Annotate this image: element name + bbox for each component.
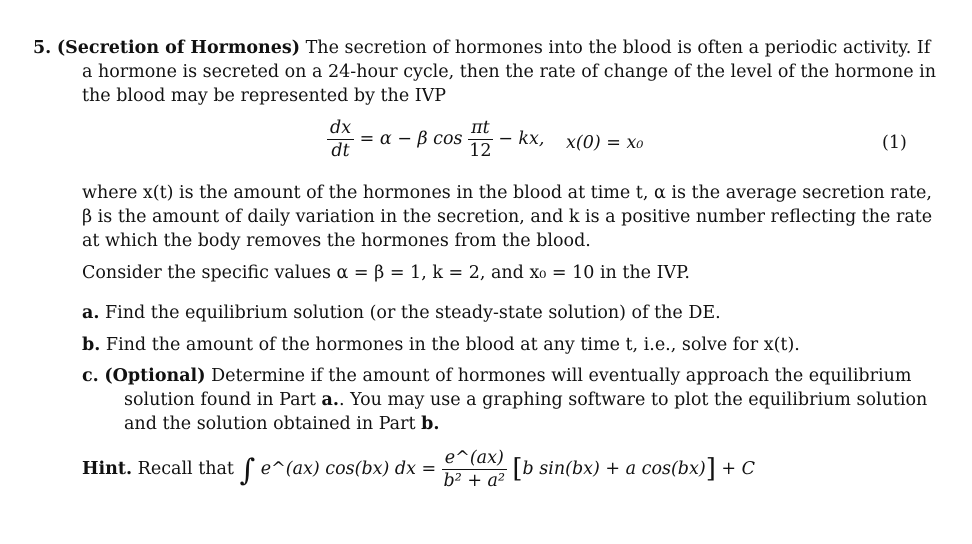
left-bracket: [ bbox=[512, 454, 523, 484]
desc-line-1: where x(t) is the amount of the hormones in the blood at time t, α is the average secretion rate, bbox=[82, 183, 932, 203]
rhs-part-1: = α − β cos bbox=[359, 129, 463, 149]
integral-sign: ∫ bbox=[239, 453, 256, 488]
part-a-text: Find the equilibrium solution (or the steady-state solution) of the DE. bbox=[105, 303, 721, 323]
lhs-numerator: dx bbox=[327, 118, 354, 140]
desc-line-3: at which the body removes the hormones from the blood. bbox=[82, 231, 591, 251]
hint-tail: + C bbox=[721, 459, 756, 479]
hint-numerator: e^(ax) bbox=[442, 448, 507, 470]
part-a-label: a. bbox=[82, 303, 100, 323]
desc-line-2: β is the amount of daily variation in the secretion, and k is a positive number reflecting the rate bbox=[82, 207, 933, 227]
equation-1 bbox=[327, 118, 544, 161]
problem-title: (Secretion of Hormones) bbox=[56, 38, 301, 58]
equation-label: (1) bbox=[882, 133, 907, 153]
part-c-optional: (Optional) bbox=[104, 366, 206, 386]
right-bracket: ] bbox=[705, 454, 716, 484]
part-c bbox=[82, 364, 911, 388]
hint-text: Recall that bbox=[137, 459, 234, 479]
rhs-part-2: − kx, bbox=[498, 129, 545, 149]
intro-line-1: The secretion of hormones into the blood is often a periodic activity. If bbox=[305, 38, 931, 58]
part-c-label: c. bbox=[82, 366, 99, 386]
hint-bracket-content: b sin(bx) + a cos(bx) bbox=[522, 459, 706, 479]
part-c-line-3 bbox=[124, 412, 439, 436]
part-c-line-2-pre: solution found in Part bbox=[124, 390, 316, 410]
part-b bbox=[82, 333, 800, 357]
problem-number: 5. bbox=[33, 38, 52, 58]
part-c-line-1: Determine if the amount of hormones will eventually approach the equilibrium bbox=[211, 366, 912, 386]
part-c-line-2-post: . You may use a graphing software to plot the equilibrium solution bbox=[338, 390, 928, 410]
cos-denominator: 12 bbox=[469, 141, 492, 161]
part-c-ref-a: a. bbox=[321, 390, 339, 410]
cos-argument-fraction bbox=[468, 118, 493, 161]
values-line: Consider the specific values α = β = 1, k = 2, and x₀ = 10 in the IVP. bbox=[82, 263, 690, 283]
intro-line-2: a hormone is secreted on a 24-hour cycle, then the rate of change of the level of the hormone in bbox=[82, 62, 937, 82]
part-c-line-2 bbox=[124, 388, 927, 412]
part-b-label: b. bbox=[82, 335, 101, 355]
hint-line bbox=[82, 448, 755, 491]
hint-fraction bbox=[442, 448, 507, 491]
problem-heading bbox=[33, 36, 930, 60]
part-c-line-3-pre: and the solution obtained in Part bbox=[124, 414, 416, 434]
part-b-text: Find the amount of the hormones in the blood at any time t, i.e., solve for x(t). bbox=[105, 335, 800, 355]
hint-integrand: e^(ax) cos(bx) dx = bbox=[260, 459, 437, 479]
part-a bbox=[82, 301, 721, 325]
intro-line-3: the blood may be represented by the IVP bbox=[82, 86, 447, 106]
initial-condition: x(0) = x₀ bbox=[566, 133, 644, 153]
cos-numerator: πt bbox=[468, 118, 493, 140]
equation-lhs-fraction bbox=[327, 118, 354, 161]
part-c-ref-b: b. bbox=[421, 414, 440, 434]
lhs-denominator: dt bbox=[331, 141, 350, 161]
hint-denominator: b² + a² bbox=[443, 471, 506, 491]
hint-label: Hint. bbox=[82, 459, 133, 479]
